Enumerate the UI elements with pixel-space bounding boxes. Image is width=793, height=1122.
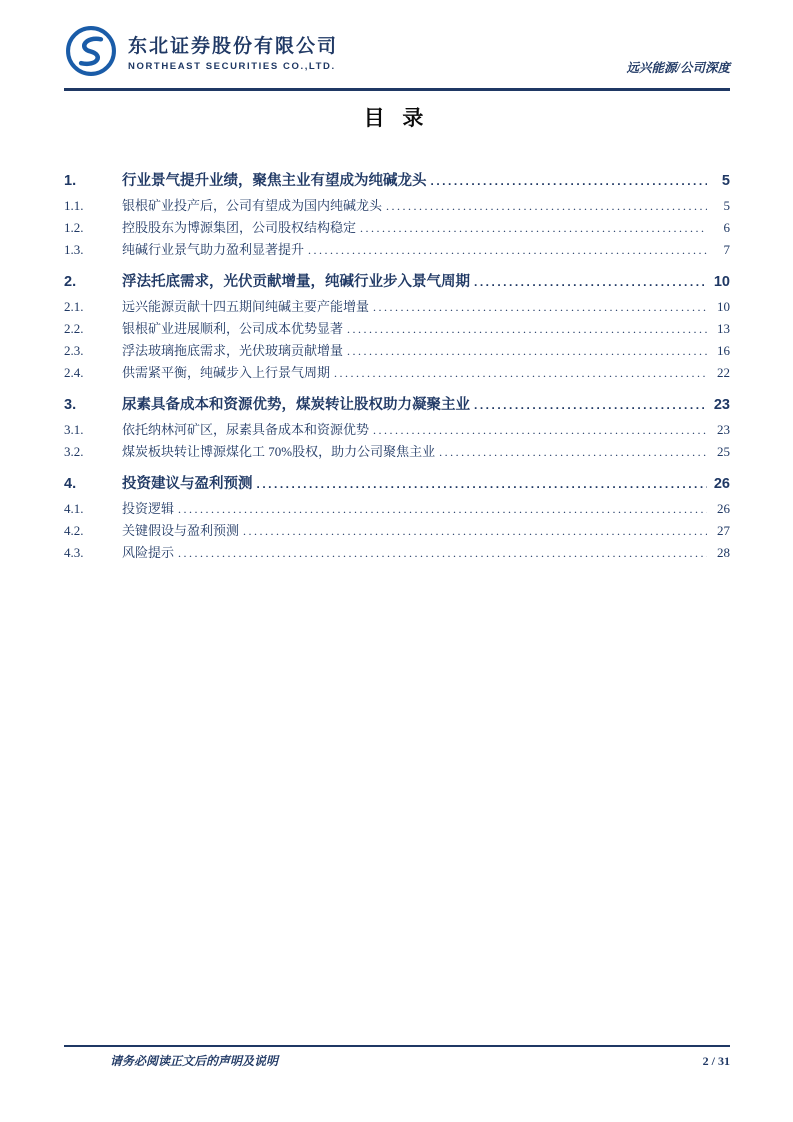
brand-block bbox=[64, 24, 338, 78]
toc-entry[interactable] bbox=[64, 239, 730, 261]
toc-entry[interactable] bbox=[64, 217, 730, 239]
toc-entry-label: 银根矿业进展顺利，公司成本优势显著 bbox=[122, 321, 344, 336]
toc-entry-page: 5 bbox=[721, 173, 730, 189]
toc-entry-page: 7 bbox=[723, 242, 730, 257]
toc-leader-dots bbox=[373, 419, 707, 441]
toc-entry-label: 风险提示 bbox=[122, 545, 175, 560]
toc-entry-page: 26 bbox=[717, 501, 730, 516]
toc-entry[interactable] bbox=[64, 195, 730, 217]
toc-leader-dots bbox=[334, 362, 707, 384]
toc-entry-label: 纯碱行业景气助力盈利显著提升 bbox=[122, 242, 305, 257]
toc-entry[interactable] bbox=[64, 520, 730, 542]
toc-title: 目 录 bbox=[363, 107, 430, 130]
page-number-indicator: 2 / 31 bbox=[702, 1054, 730, 1068]
toc-entry-page: 27 bbox=[717, 523, 730, 538]
toc-entry[interactable] bbox=[64, 340, 730, 362]
toc-entry-number: 2.1. bbox=[64, 299, 84, 314]
toc-entry[interactable] bbox=[64, 362, 730, 384]
toc-leader-dots bbox=[347, 340, 707, 362]
toc-entry-number: 4.1. bbox=[64, 501, 84, 516]
toc-entry-label: 投资建议与盈利预测 bbox=[122, 476, 253, 492]
company-name-cn: 东北证券股份有限公司 bbox=[128, 35, 339, 57]
toc-entry[interactable] bbox=[64, 419, 730, 441]
toc-entry-label: 行业景气提升业绩，聚焦主业有望成为纯碱龙头 bbox=[122, 173, 427, 189]
toc-entry-number: 3. bbox=[64, 397, 77, 413]
toc-entry-page: 6 bbox=[723, 220, 730, 235]
toc-entry-page: 25 bbox=[717, 444, 730, 459]
toc-entry-number: 1.2. bbox=[64, 220, 84, 235]
toc-entry-label: 供需紧平衡，纯碱步入上行景气周期 bbox=[122, 365, 331, 380]
toc-leader-dots bbox=[243, 520, 707, 542]
toc-leader-dots bbox=[386, 195, 707, 217]
toc-entry-page: 10 bbox=[717, 299, 730, 314]
toc-entry-label: 依托纳林河矿区，尿素具备成本和资源优势 bbox=[122, 422, 370, 437]
toc-entry[interactable] bbox=[64, 498, 730, 520]
northeast-securities-logo-icon bbox=[64, 24, 118, 78]
toc-list bbox=[64, 160, 730, 564]
toc-entry-number: 2.2. bbox=[64, 321, 84, 336]
toc-entry-label: 尿素具备成本和资源优势，煤炭转让股权助力凝聚主业 bbox=[122, 397, 470, 413]
toc-leader-dots bbox=[308, 239, 707, 261]
toc-entry-page: 28 bbox=[717, 545, 730, 560]
header-divider bbox=[64, 88, 730, 91]
toc-leader-dots bbox=[178, 542, 707, 564]
toc-entry-page: 23 bbox=[713, 397, 730, 413]
toc-entry-label: 煤炭板块转让博源煤化工 70%股权，助力公司聚焦主业 bbox=[122, 444, 436, 459]
toc-leader-dots bbox=[360, 217, 707, 239]
toc-entry-page: 16 bbox=[717, 343, 730, 358]
toc-leader-dots bbox=[178, 498, 707, 520]
toc-entry-label: 远兴能源贡献十四五期间纯碱主要产能增量 bbox=[122, 299, 370, 314]
company-name-en: NORTHEAST SECURITIES CO.,LTD. bbox=[128, 60, 336, 72]
toc-leader-dots bbox=[474, 394, 707, 416]
toc-entry[interactable] bbox=[64, 473, 730, 495]
toc-entry-label: 关键假设与盈利预测 bbox=[122, 523, 240, 538]
page-footer bbox=[64, 1052, 730, 1069]
toc-entry[interactable] bbox=[64, 318, 730, 340]
toc-leader-dots bbox=[347, 318, 707, 340]
toc-entry-page: 26 bbox=[713, 476, 730, 492]
toc-entry-page: 5 bbox=[723, 198, 730, 213]
toc-leader-dots bbox=[257, 473, 708, 495]
toc-entry-page: 23 bbox=[717, 422, 730, 437]
toc-entry-number: 3.1. bbox=[64, 422, 84, 437]
toc-entry-page: 13 bbox=[717, 321, 730, 336]
page-header bbox=[64, 24, 730, 78]
toc-entry[interactable] bbox=[64, 542, 730, 564]
footer-divider bbox=[64, 1045, 730, 1047]
toc-entry-label: 银根矿业投产后，公司有望成为国内纯碱龙头 bbox=[122, 198, 383, 213]
toc-entry-number: 2.3. bbox=[64, 343, 84, 358]
toc-entry-number: 1.3. bbox=[64, 242, 84, 257]
toc-entry-label: 浮法托底需求，光伏贡献增量，纯碱行业步入景气周期 bbox=[122, 274, 470, 290]
toc-entry-page: 22 bbox=[717, 365, 730, 380]
toc-leader-dots bbox=[439, 441, 707, 463]
toc-entry-label: 控股股东为博源集团，公司股权结构稳定 bbox=[122, 220, 357, 235]
toc-entry-number: 4.2. bbox=[64, 523, 84, 538]
toc-entry[interactable] bbox=[64, 271, 730, 293]
toc-entry-number: 2.4. bbox=[64, 365, 84, 380]
toc-leader-dots bbox=[373, 296, 707, 318]
toc-entry-number: 1. bbox=[64, 173, 77, 189]
toc-entry[interactable] bbox=[64, 441, 730, 463]
toc-entry-number: 4.3. bbox=[64, 545, 84, 560]
toc-leader-dots bbox=[474, 271, 707, 293]
report-tag: 远兴能源/公司深度 bbox=[626, 61, 730, 75]
toc-entry[interactable] bbox=[64, 296, 730, 318]
toc-entry[interactable] bbox=[64, 394, 730, 416]
toc-entry-page: 10 bbox=[713, 274, 730, 290]
toc-entry-number: 1.1. bbox=[64, 198, 84, 213]
toc-entry-number: 4. bbox=[64, 476, 77, 492]
toc-entry-number: 3.2. bbox=[64, 444, 84, 459]
toc-entry-number: 2. bbox=[64, 274, 77, 290]
footer-disclaimer: 请务必阅读正文后的声明及说明 bbox=[110, 1054, 279, 1068]
toc-entry-label: 浮法玻璃拖底需求，光伏玻璃贡献增量 bbox=[122, 343, 344, 358]
toc-entry[interactable] bbox=[64, 170, 730, 192]
brand-text bbox=[128, 31, 338, 72]
toc-entry-label: 投资逻辑 bbox=[122, 501, 175, 516]
toc-leader-dots bbox=[431, 170, 708, 192]
